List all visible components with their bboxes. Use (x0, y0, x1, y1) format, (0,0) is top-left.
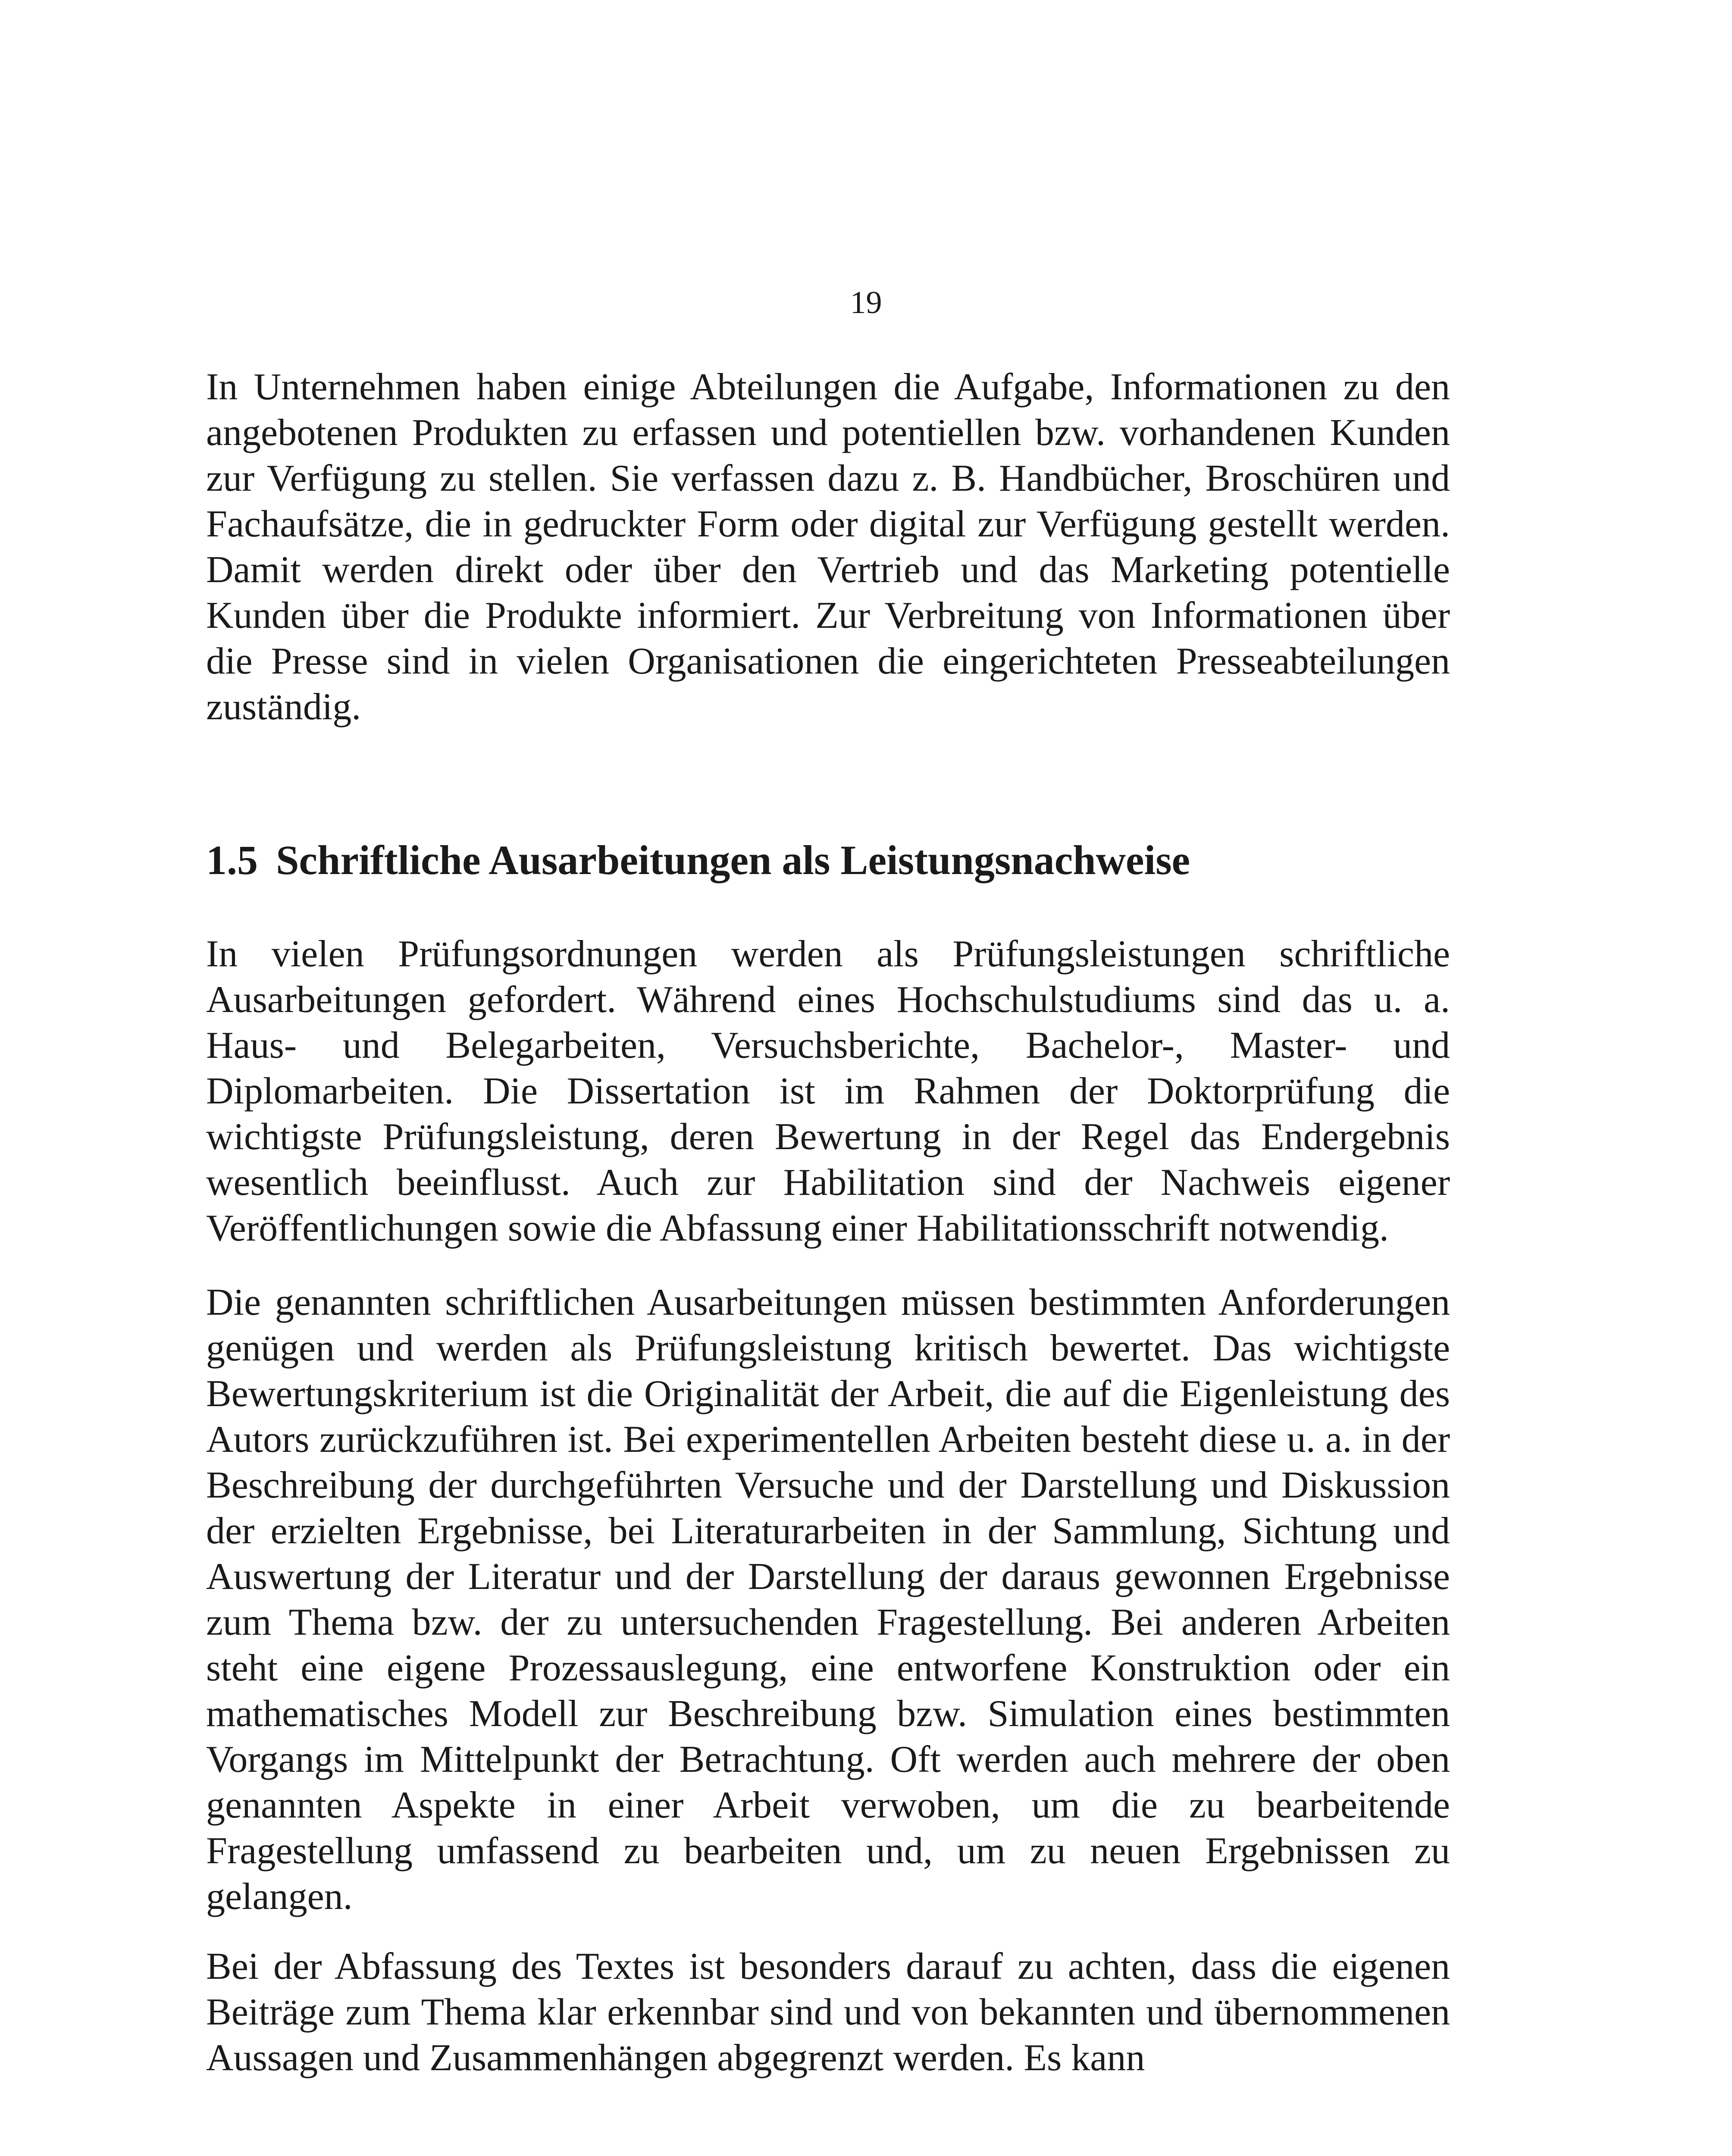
paragraph-anforderungen: Die genannten schriftlichen Ausarbeitungen müssen bestimmten Anforderungen genügen und werden als Prüfungsleistung kritisch bewertet. Das wichtigste Bewertungskriterium ist die Originalität der Arbeit, die auf die Eigenleistung des Autors zurückzuführen ist. Bei experimentellen Arbeiten besteht diese u. a. in der Beschreibung der durchgeführten Versuche und der Darstellung und Diskussion der erzielten Ergebnisse, bei Literaturarbeiten in der Sammlung, Sichtung und Auswertung der Literatur und der Darstellung der daraus gewonnen Ergebnisse zum Thema bzw. der zu untersuchenden Fragestellung. Bei anderen Arbeiten steht eine eigene Prozessauslegung, eine entworfene Konstruktion oder ein mathematisches Modell zur Beschreibung bzw. Simulation eines bestimmten Vorgangs im Mittelpunkt der Betrachtung. Oft werden auch mehrere der oben genannten Aspekte in einer Arbeit verwoben, um die zu bearbeitende Fragestellung umfassend zu bearbeiten und, um zu neuen Ergebnissen zu gelangen. (206, 1282, 1450, 1918)
section-title: Schriftliche Ausarbeitungen als Leistungsnachweise (276, 837, 1190, 883)
section-heading (206, 837, 1450, 883)
page-number: 19 (850, 285, 882, 320)
paragraph-intro: In Unternehmen haben einige Abteilungen die Aufgabe, Informationen zu den angebotenen Produkten zu erfassen und potentiellen bzw. vorhandenen Kunden zur Verfügung zu stellen. Sie verfassen dazu z. B. Handbücher, Broschüren und Fachaufsätze, die in gedruckter Form oder digital zur Verfügung gestellt werden. Damit werden direkt oder über den Vertrieb und das Marketing potentielle Kunden über die Produkte informiert. Zur Verbreitung von Informationen über die Presse sind in vielen Organisationen die eingerichteten Presseabteilungen zuständig. (206, 366, 1450, 728)
paragraph-pruefungsleistungen: In vielen Prüfungsordnungen werden als Prüfungsleistungen schriftliche Ausarbeitungen gefordert. Während eines Hochschulstudiums sind das u. a. Haus- und Belegarbeiten, Versuchsberichte, Bachelor-, Master- und Diplomarbeiten. Die Dissertation ist im Rahmen der Doktorprüfung die wichtigste Prüfungsleistung, deren Bewertung in der Regel das Endergebnis wesentlich beeinflusst. Auch zur Habilitation sind der Nachweis eigener Veröffentlichungen sowie die Abfassung einer Habilitationsschrift notwendig. (206, 933, 1450, 1249)
section-number: 1.5 (206, 837, 258, 883)
paragraph-abfassung: Bei der Abfassung des Textes ist besonders darauf zu achten, dass die eigenen Beiträge zum Thema klar erkennbar sind und von bekannten und übernommenen Aussagen und Zusammenhängen abgegrenzt werden. Es kann (206, 1946, 1450, 2079)
